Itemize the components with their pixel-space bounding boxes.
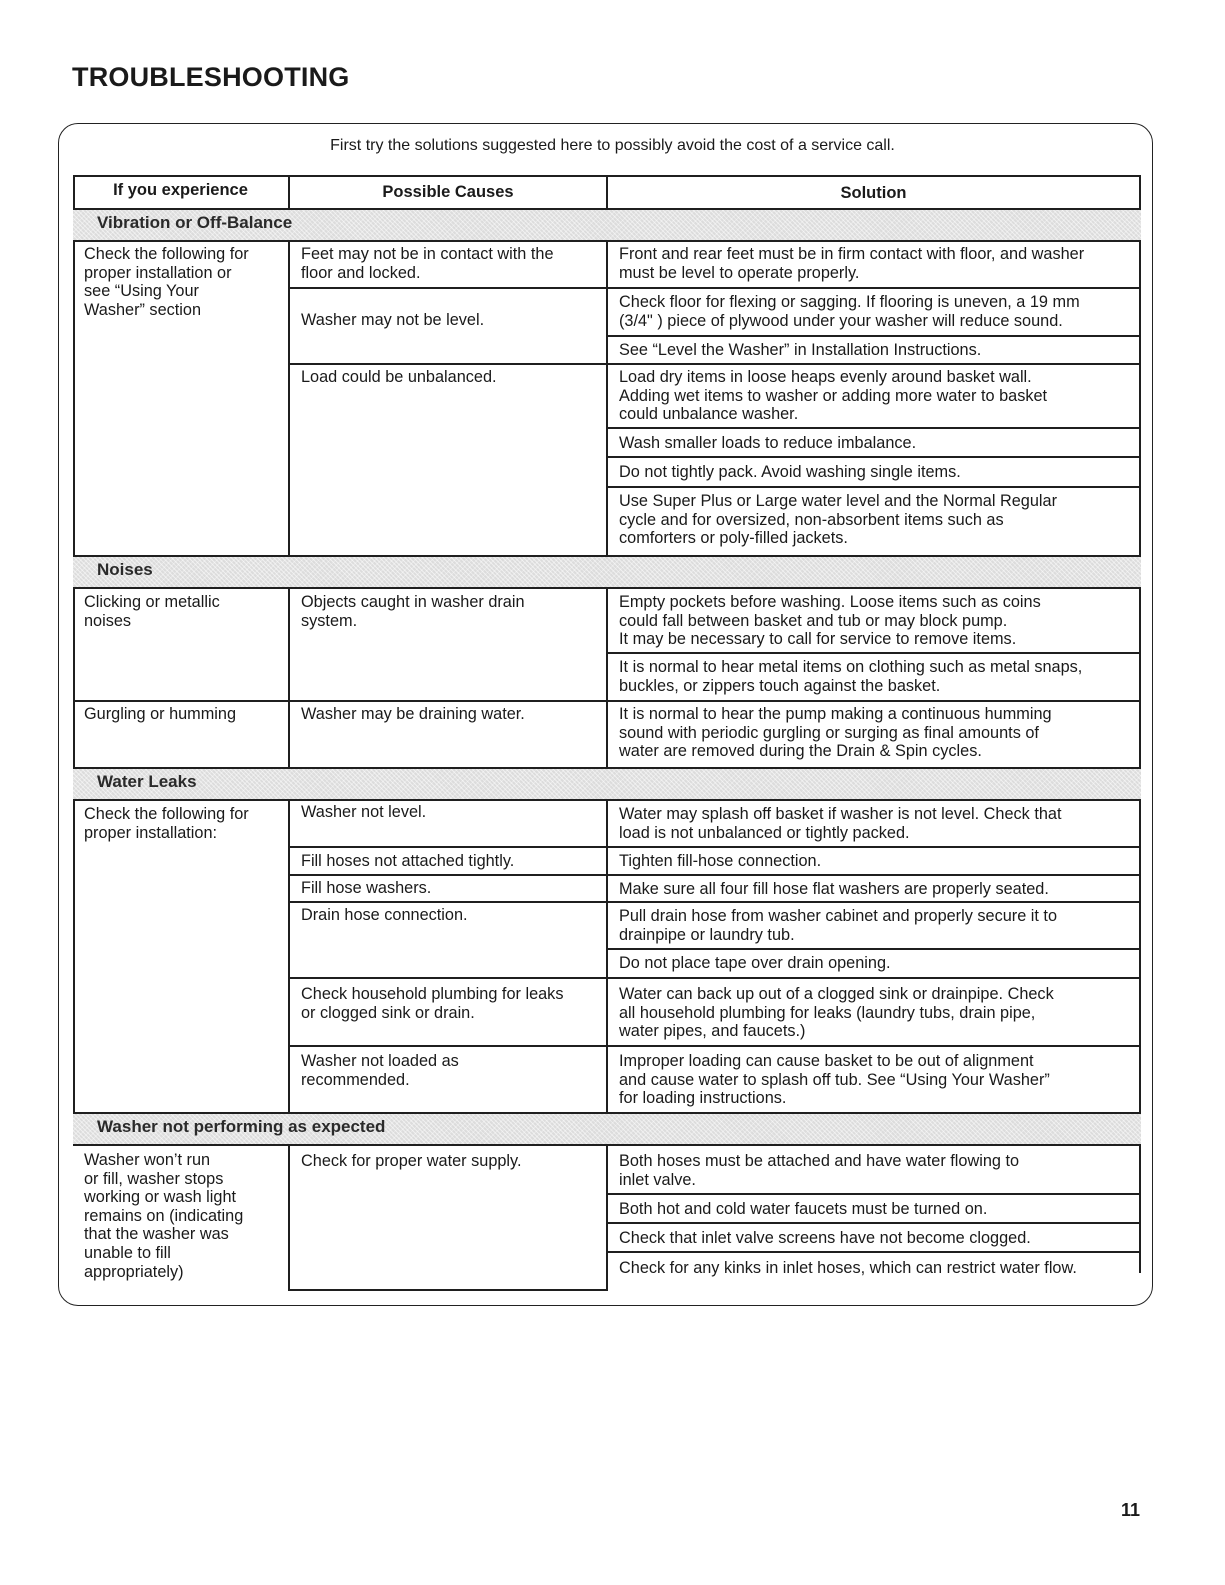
solution-cell: Water can back up out of a clogged sink or drainpipe. Check all household plumbing for leaks (laundry tubs, drain pipe, water pipes, and faucets.) [619, 985, 1054, 1041]
solution-cell: Front and rear feet must be in firm contact with floor, and washer must be level to operate properly. [619, 245, 1085, 282]
rule [288, 1145, 290, 1291]
cause-cell: Washer may not be level. [301, 311, 485, 329]
rule [606, 427, 1141, 429]
rule [606, 1193, 1141, 1195]
solution-cell: Do not place tape over drain opening. [619, 954, 891, 972]
cause-cell: Objects caught in washer drain system. [301, 593, 525, 630]
page-number: 11 [1121, 1500, 1141, 1520]
section-title: Noises [97, 560, 153, 579]
cause-cell: Fill hose washers. [301, 879, 432, 897]
solution-cell: Both hoses must be attached and have water flowing to inlet valve. [619, 1152, 1020, 1189]
solution-cell: Do not tightly pack. Avoid washing single items. [619, 463, 961, 481]
section-title: Washer not performing as expected [97, 1117, 386, 1136]
rule [606, 588, 608, 769]
rule [288, 287, 1141, 289]
section-band-leaks [73, 767, 1141, 801]
rule [73, 241, 75, 557]
cause-cell: Load could be unbalanced. [301, 368, 497, 386]
solution-cell: Make sure all four fill hose flat washers are properly seated. [619, 880, 1049, 898]
rule [73, 700, 1141, 702]
rule [606, 1222, 1141, 1224]
experience-cell: Check the following for proper installation: [84, 805, 249, 842]
intro-text: First try the solutions suggested here to possibly avoid the cost of a service call. [330, 137, 895, 154]
solution-cell: Empty pockets before washing. Loose items such as coins could fall between basket and tub or may block pump. It may be necessary to call for service to remove items. [619, 593, 1041, 649]
solution-cell: See “Level the Washer” in Installation Instructions. [619, 341, 982, 359]
cause-cell: Washer not level. [301, 803, 427, 821]
solution-cell: Wash smaller loads to reduce imbalance. [619, 434, 917, 452]
cause-cell: Fill hoses not attached tightly. [301, 852, 515, 870]
solution-cell: Check for any kinks in inlet hoses, which can restrict water flow. [619, 1259, 1077, 1277]
header-solution: Solution [840, 184, 907, 202]
rule [1139, 1145, 1141, 1273]
cause-cell: Check for proper water supply. [301, 1152, 522, 1170]
section-band-performance [73, 1112, 1141, 1146]
section-title: Water Leaks [97, 772, 197, 791]
rule [288, 1289, 608, 1291]
section-band-noises [73, 555, 1141, 589]
cause-cell: Feet may not be in contact with the floor and locked. [301, 245, 554, 282]
solution-cell: Improper loading can cause basket to be out of alignment and cause water to splash off tub. See “Using Your Washer” for loading instructions. [619, 1052, 1050, 1108]
solution-cell: Check that inlet valve screens have not become clogged. [619, 1229, 1031, 1247]
rule [288, 901, 1141, 903]
rule [606, 1145, 608, 1291]
header-experience: If you experience [113, 181, 248, 199]
solution-cell: Both hot and cold water faucets must be turned on. [619, 1200, 988, 1218]
experience-cell: Check the following for proper installation or see “Using Your Washer” section [84, 245, 249, 319]
solution-cell: Water may splash off basket if washer is not level. Check that load is not unbalanced or tightly packed. [619, 805, 1062, 842]
solution-cell: It is normal to hear metal items on clothing such as metal snaps, buckles, or zippers touch against the basket. [619, 658, 1083, 695]
rule [288, 846, 1141, 848]
rule [288, 874, 1141, 876]
rule [1139, 588, 1141, 769]
solution-cell: Check floor for flexing or sagging. If flooring is uneven, a 19 mm (3/4" ) piece of plywood under your washer will reduce sound. [619, 293, 1080, 330]
header-causes: Possible Causes [382, 183, 514, 201]
solution-cell: Load dry items in loose heaps evenly around basket wall. Adding wet items to washer or adding more water to basket could unbalance washer. [619, 368, 1048, 424]
rule [606, 948, 1141, 950]
rule [606, 456, 1141, 458]
rule [606, 1251, 1141, 1253]
solution-cell: It is normal to hear the pump making a continuous humming sound with periodic gurgling or surging as final amounts of water are removed during the Drain & Spin cycles. [619, 705, 1052, 761]
experience-cell: Clicking or metallic noises [84, 593, 220, 630]
solution-cell: Use Super Plus or Large water level and the Normal Regular cycle and for oversized, non-absorbent items such as comforters or poly-filled jackets. [619, 492, 1058, 548]
cause-cell: Drain hose connection. [301, 906, 468, 924]
rule [288, 1045, 1141, 1047]
solution-cell: Pull drain hose from washer cabinet and properly secure it to drainpipe or laundry tub. [619, 907, 1058, 944]
rule [73, 800, 75, 1114]
rule [288, 977, 1141, 979]
rule [606, 486, 1141, 488]
cause-cell: Washer not loaded as recommended. [301, 1052, 459, 1089]
page-title: TROUBLESHOOTING [72, 62, 350, 92]
solution-cell: Tighten fill-hose connection. [619, 852, 822, 870]
section-title: Vibration or Off-Balance [97, 213, 293, 232]
section-band-vibration [73, 208, 1141, 242]
rule [288, 588, 290, 769]
rule [73, 588, 75, 769]
rule [606, 652, 1141, 654]
experience-cell: Washer won’t run or fill, washer stops working or wash light remains on (indicating that the washer was unable to fill appropriately) [84, 1151, 244, 1281]
rule [1139, 175, 1141, 209]
rule [288, 363, 1141, 365]
experience-cell: Gurgling or humming [84, 705, 237, 723]
cause-cell: Washer may be draining water. [301, 705, 525, 723]
cause-cell: Check household plumbing for leaks or clogged sink or drain. [301, 985, 564, 1022]
rule [606, 335, 1141, 337]
